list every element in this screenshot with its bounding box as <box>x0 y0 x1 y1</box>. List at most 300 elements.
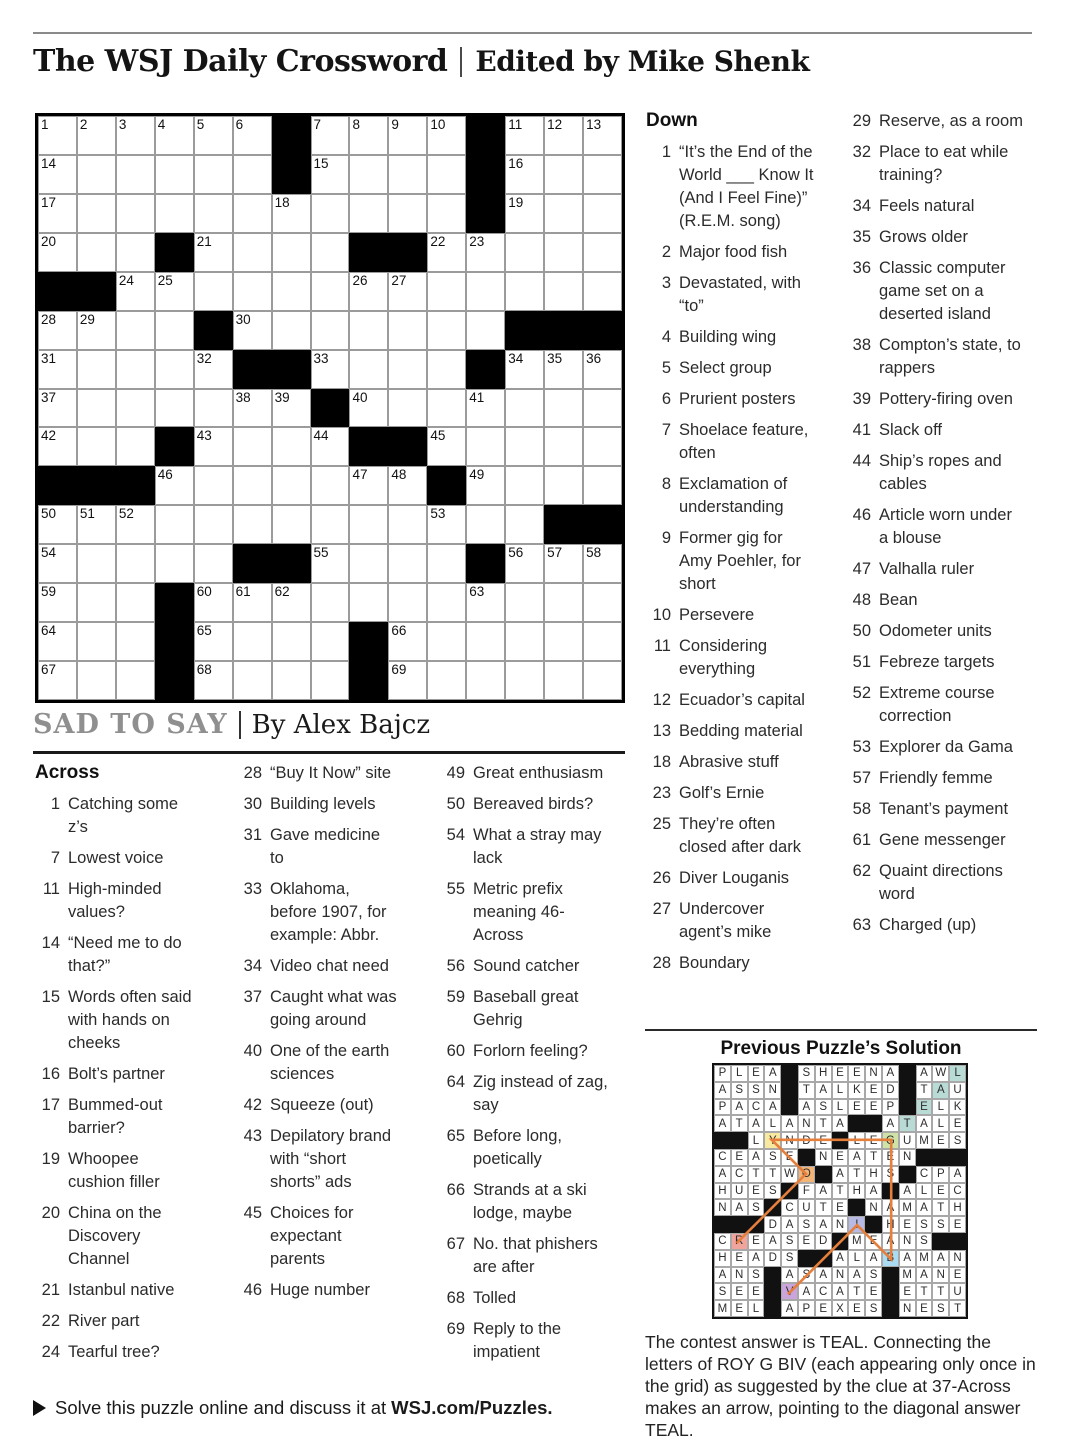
grid-cell[interactable] <box>388 466 427 505</box>
grid-cell[interactable] <box>116 427 155 466</box>
clue-number: 38 <box>852 336 871 354</box>
grid-cell[interactable] <box>155 194 194 233</box>
solution-letter-cell: A <box>916 1115 933 1132</box>
grid-cell[interactable] <box>194 583 233 622</box>
clue-across-34 <box>237 955 397 978</box>
clue-down-12 <box>646 689 814 712</box>
grid-cell[interactable] <box>427 272 466 311</box>
solution-letter-cell: T <box>764 1166 781 1183</box>
solution-letter-cell: S <box>731 1082 748 1099</box>
grid-cell[interactable] <box>311 427 350 466</box>
grid-cell[interactable] <box>311 466 350 505</box>
solution-letter-cell: E <box>748 1283 765 1300</box>
clue-number: 40 <box>243 1042 262 1060</box>
grid-cell[interactable] <box>77 622 116 661</box>
solution-letter-cell: A <box>714 1082 731 1099</box>
grid-cell[interactable] <box>194 233 233 272</box>
grid-cell[interactable] <box>388 155 427 194</box>
grid-cell[interactable] <box>155 272 194 311</box>
grid-cell[interactable] <box>427 544 466 583</box>
grid-cell[interactable] <box>77 544 116 583</box>
grid-cell[interactable] <box>272 194 311 233</box>
clue-text: Depilatory brand with “short shorts” ads <box>270 1127 392 1191</box>
grid-cell[interactable] <box>505 272 544 311</box>
grid-cell[interactable] <box>311 661 350 700</box>
grid-cell[interactable] <box>388 583 427 622</box>
clue-down-51 <box>846 651 1024 674</box>
cell-number: 61 <box>235 584 251 600</box>
grid-cell[interactable] <box>466 466 505 505</box>
cell-number: 23 <box>469 233 485 249</box>
grid-cell[interactable] <box>311 155 350 194</box>
grid-cell[interactable] <box>466 505 505 544</box>
grid-cell[interactable] <box>544 427 583 466</box>
grid-cell[interactable] <box>38 116 77 155</box>
solution-letter-cell: A <box>714 1267 731 1284</box>
grid-cell[interactable] <box>583 427 622 466</box>
grid-cell[interactable] <box>116 622 155 661</box>
grid-cell[interactable] <box>349 466 388 505</box>
clue-number: 23 <box>652 784 671 802</box>
grid-cell[interactable] <box>388 622 427 661</box>
solution-letter-cell: L <box>832 1082 849 1099</box>
grid-cell[interactable] <box>272 583 311 622</box>
clue-number: 36 <box>852 259 871 277</box>
grid-cell[interactable] <box>116 194 155 233</box>
grid-cell[interactable] <box>38 544 77 583</box>
cell-number: 68 <box>196 662 212 678</box>
clue-down-50 <box>846 620 1024 643</box>
solution-letter-cell: H <box>949 1199 966 1216</box>
clue-text: Reserve, as a room <box>879 112 1023 130</box>
clue-down-23 <box>646 782 814 805</box>
grid-cell[interactable] <box>466 311 505 350</box>
grid-cell[interactable] <box>388 389 427 428</box>
solution-letter-cell: D <box>764 1250 781 1267</box>
grid-cell[interactable] <box>311 583 350 622</box>
grid-cell[interactable] <box>505 544 544 583</box>
grid-cell[interactable] <box>38 311 77 350</box>
clue-across-11 <box>35 878 198 924</box>
grid-cell[interactable] <box>466 427 505 466</box>
grid-cell[interactable] <box>194 466 233 505</box>
grid-cell[interactable] <box>116 544 155 583</box>
solution-letter-cell: E <box>832 1065 849 1082</box>
grid-cell[interactable] <box>155 155 194 194</box>
grid-cell[interactable] <box>77 661 116 700</box>
clue-down-36 <box>846 257 1024 326</box>
grid-cell[interactable] <box>544 583 583 622</box>
grid-cell[interactable] <box>311 350 350 389</box>
grid-cell[interactable] <box>505 233 544 272</box>
grid-cell[interactable] <box>427 389 466 428</box>
grid-cell[interactable] <box>116 505 155 544</box>
grid-cell[interactable] <box>505 622 544 661</box>
grid-cell[interactable] <box>583 350 622 389</box>
clue-text: Sound catcher <box>473 957 580 975</box>
grid-cell[interactable] <box>466 622 505 661</box>
grid-cell[interactable] <box>155 389 194 428</box>
grid-cell[interactable] <box>544 194 583 233</box>
grid-cell[interactable] <box>272 505 311 544</box>
clue-number: 60 <box>446 1042 465 1060</box>
grid-cell[interactable] <box>233 233 272 272</box>
grid-black-cell <box>544 505 583 544</box>
grid-cell[interactable] <box>349 116 388 155</box>
grid-cell[interactable] <box>583 272 622 311</box>
grid-cell[interactable] <box>349 505 388 544</box>
solution-letter-cell: A <box>932 1250 949 1267</box>
solution-letter-cell: E <box>848 1300 865 1317</box>
grid-cell[interactable] <box>77 116 116 155</box>
grid-cell[interactable] <box>194 194 233 233</box>
grid-cell[interactable] <box>116 350 155 389</box>
grid-cell[interactable] <box>77 427 116 466</box>
grid-cell[interactable] <box>272 427 311 466</box>
grid-cell[interactable] <box>349 389 388 428</box>
clue-number: 14 <box>41 934 60 952</box>
grid-cell[interactable] <box>233 311 272 350</box>
grid-cell[interactable] <box>505 505 544 544</box>
grid-cell[interactable] <box>233 661 272 700</box>
grid-cell[interactable] <box>349 272 388 311</box>
clue-text: “It’s the End of the World ___ Know It (And I Feel Fine)” (R.E.M. song) <box>679 143 814 230</box>
grid-cell[interactable] <box>155 350 194 389</box>
clue-down-46 <box>846 504 1024 550</box>
clue-across-17 <box>35 1094 198 1140</box>
grid-cell[interactable] <box>544 622 583 661</box>
grid-cell[interactable] <box>116 583 155 622</box>
solution-black-cell <box>899 1082 916 1099</box>
grid-cell[interactable] <box>38 350 77 389</box>
grid-cell[interactable] <box>583 583 622 622</box>
footer-link[interactable]: WSJ.com/Puzzles. <box>391 1397 553 1418</box>
grid-cell[interactable] <box>544 350 583 389</box>
solution-letter-cell: M <box>899 1267 916 1284</box>
grid-cell[interactable] <box>77 583 116 622</box>
solution-letter-cell: T <box>932 1283 949 1300</box>
grid-cell[interactable] <box>77 389 116 428</box>
grid-cell[interactable] <box>194 389 233 428</box>
grid-cell[interactable] <box>583 116 622 155</box>
solution-letter-cell: A <box>865 1183 882 1200</box>
grid-cell[interactable] <box>544 116 583 155</box>
grid-cell[interactable] <box>388 661 427 700</box>
grid-cell[interactable] <box>466 233 505 272</box>
solution-letter-cell: S <box>815 1099 832 1116</box>
grid-cell[interactable] <box>38 427 77 466</box>
solution-letter-cell: H <box>714 1183 731 1200</box>
grid-cell[interactable] <box>194 661 233 700</box>
grid-cell[interactable] <box>194 427 233 466</box>
grid-cell[interactable] <box>233 155 272 194</box>
grid-cell[interactable] <box>544 466 583 505</box>
cell-number: 51 <box>79 506 95 522</box>
clue-text: Building levels <box>270 795 376 813</box>
cell-number: 42 <box>41 428 57 444</box>
grid-cell[interactable] <box>272 466 311 505</box>
grid-cell[interactable] <box>427 661 466 700</box>
grid-cell[interactable] <box>388 544 427 583</box>
grid-cell[interactable] <box>233 622 272 661</box>
solution-letter-cell: A <box>781 1300 798 1317</box>
solution-letter-cell: H <box>865 1166 882 1183</box>
grid-cell[interactable] <box>505 389 544 428</box>
grid-cell[interactable] <box>427 427 466 466</box>
grid-cell[interactable] <box>38 233 77 272</box>
solution-letter-cell: L <box>916 1183 933 1200</box>
grid-cell[interactable] <box>427 622 466 661</box>
solution-letter-cell: S <box>748 1199 765 1216</box>
grid-cell[interactable] <box>311 233 350 272</box>
grid-cell[interactable] <box>505 427 544 466</box>
grid-cell[interactable] <box>155 116 194 155</box>
grid-cell[interactable] <box>505 661 544 700</box>
grid-cell[interactable] <box>311 544 350 583</box>
clue-text: Baseball great Gehrig <box>473 988 579 1029</box>
grid-cell[interactable] <box>349 155 388 194</box>
cell-number: 35 <box>547 350 563 366</box>
footer <box>33 1397 553 1419</box>
grid-cell[interactable] <box>38 583 77 622</box>
grid-cell[interactable] <box>466 272 505 311</box>
grid-cell[interactable] <box>155 311 194 350</box>
grid-cell[interactable] <box>427 194 466 233</box>
grid-cell[interactable] <box>272 233 311 272</box>
grid-cell[interactable] <box>116 311 155 350</box>
clue-number: 50 <box>852 622 871 640</box>
grid-cell[interactable] <box>388 505 427 544</box>
solution-black-cell <box>815 1250 832 1267</box>
grid-cell[interactable] <box>388 194 427 233</box>
cell-number: 52 <box>118 506 134 522</box>
grid-cell[interactable] <box>466 583 505 622</box>
grid-cell[interactable] <box>155 544 194 583</box>
grid-cell[interactable] <box>427 311 466 350</box>
previous-solution-title: Previous Puzzle’s Solution <box>720 1038 962 1059</box>
grid-cell[interactable] <box>544 544 583 583</box>
solution-letter-cell: A <box>832 1283 849 1300</box>
grid-cell[interactable] <box>311 311 350 350</box>
clue-down-38 <box>846 334 1024 380</box>
grid-cell[interactable] <box>388 116 427 155</box>
grid-cell[interactable] <box>272 661 311 700</box>
grid-black-cell <box>505 311 544 350</box>
grid-black-cell <box>38 272 77 311</box>
solution-letter-cell: S <box>764 1183 781 1200</box>
solution-letter-cell: A <box>916 1267 933 1284</box>
grid-cell[interactable] <box>349 311 388 350</box>
grid-cell[interactable] <box>311 505 350 544</box>
clue-number: 37 <box>243 988 262 1006</box>
grid-cell[interactable] <box>38 194 77 233</box>
clue-down-57 <box>846 767 1024 790</box>
across-header: Across <box>35 762 100 783</box>
grid-cell[interactable] <box>116 233 155 272</box>
grid-cell[interactable] <box>38 389 77 428</box>
cell-number: 50 <box>41 506 57 522</box>
grid-cell[interactable] <box>194 116 233 155</box>
grid-cell[interactable] <box>583 389 622 428</box>
grid-cell[interactable] <box>388 311 427 350</box>
solution-black-cell <box>764 1283 781 1300</box>
grid-cell[interactable] <box>38 505 77 544</box>
grid-cell[interactable] <box>38 661 77 700</box>
grid-cell[interactable] <box>116 389 155 428</box>
grid-cell[interactable] <box>349 544 388 583</box>
grid-cell[interactable] <box>38 622 77 661</box>
grid-cell[interactable] <box>233 116 272 155</box>
clue-number: 53 <box>852 738 871 756</box>
grid-cell[interactable] <box>116 116 155 155</box>
clue-number: 16 <box>41 1065 60 1083</box>
grid-cell[interactable] <box>116 155 155 194</box>
clue-number: 32 <box>852 143 871 161</box>
grid-cell[interactable] <box>388 272 427 311</box>
grid-cell[interactable] <box>233 466 272 505</box>
clue-number: 35 <box>852 228 871 246</box>
grid-cell[interactable] <box>77 194 116 233</box>
grid-cell[interactable] <box>349 194 388 233</box>
grid-cell[interactable] <box>349 583 388 622</box>
grid-cell[interactable] <box>233 427 272 466</box>
page-title-main: The WSJ Daily Crossword <box>33 44 448 79</box>
grid-cell[interactable] <box>544 661 583 700</box>
grid-cell[interactable] <box>233 194 272 233</box>
solution-letter-cell: A <box>714 1166 731 1183</box>
solution-letter-cell: E <box>848 1099 865 1116</box>
clue-text: Huge number <box>270 1281 370 1299</box>
solution-black-cell <box>781 1065 798 1082</box>
cell-number: 45 <box>430 428 446 444</box>
solution-black-cell <box>899 1166 916 1183</box>
solution-letter-cell: A <box>731 1099 748 1116</box>
grid-cell[interactable] <box>505 350 544 389</box>
grid-cell[interactable] <box>583 544 622 583</box>
grid-cell[interactable] <box>583 194 622 233</box>
solution-black-cell <box>899 1099 916 1116</box>
solution-letter-cell: K <box>848 1082 865 1099</box>
grid-cell[interactable] <box>388 350 427 389</box>
grid-cell[interactable] <box>349 350 388 389</box>
solution-letter-cell: S <box>781 1233 798 1250</box>
grid-cell[interactable] <box>583 233 622 272</box>
grid-cell[interactable] <box>155 466 194 505</box>
grid-cell[interactable] <box>427 116 466 155</box>
grid-cell[interactable] <box>427 583 466 622</box>
grid-cell[interactable] <box>583 155 622 194</box>
grid-cell[interactable] <box>272 311 311 350</box>
grid-cell[interactable] <box>233 505 272 544</box>
grid-cell[interactable] <box>194 505 233 544</box>
grid-cell[interactable] <box>77 505 116 544</box>
crossword-grid[interactable] <box>35 113 625 703</box>
grid-cell[interactable] <box>77 350 116 389</box>
grid-cell[interactable] <box>544 155 583 194</box>
cell-number: 49 <box>469 467 485 483</box>
grid-cell[interactable] <box>272 389 311 428</box>
grid-cell[interactable] <box>311 116 350 155</box>
clue-text: Valhalla ruler <box>879 560 975 578</box>
solution-letter-cell: C <box>731 1166 748 1183</box>
clue-down-5 <box>646 357 814 380</box>
grid-cell[interactable] <box>505 583 544 622</box>
cell-number: 3 <box>118 117 127 132</box>
solution-letter-cell: M <box>848 1233 865 1250</box>
grid-cell[interactable] <box>233 389 272 428</box>
grid-cell[interactable] <box>194 272 233 311</box>
grid-cell[interactable] <box>505 116 544 155</box>
grid-cell[interactable] <box>583 466 622 505</box>
solution-letter-cell: S <box>714 1283 731 1300</box>
grid-cell[interactable] <box>194 622 233 661</box>
grid-cell[interactable] <box>77 311 116 350</box>
grid-cell[interactable] <box>427 155 466 194</box>
cell-number: 47 <box>352 467 368 483</box>
grid-cell[interactable] <box>583 661 622 700</box>
grid-cell[interactable] <box>194 544 233 583</box>
cell-number: 59 <box>41 584 57 600</box>
clue-across-42 <box>237 1094 397 1117</box>
grid-cell[interactable] <box>583 622 622 661</box>
clue-across-24 <box>35 1341 198 1364</box>
grid-cell[interactable] <box>505 466 544 505</box>
grid-cell[interactable] <box>272 622 311 661</box>
grid-cell[interactable] <box>155 505 194 544</box>
grid-cell[interactable] <box>116 661 155 700</box>
grid-cell[interactable] <box>427 350 466 389</box>
previous-solution-grid-wrap <box>712 1063 968 1319</box>
clue-text: Great enthusiasm <box>473 764 604 782</box>
grid-cell[interactable] <box>194 350 233 389</box>
grid-cell[interactable] <box>272 272 311 311</box>
clue-across-14 <box>35 932 198 978</box>
solution-letter-cell: A <box>949 1166 966 1183</box>
grid-cell[interactable] <box>77 155 116 194</box>
clue-down-44 <box>846 450 1024 496</box>
clue-down-7 <box>646 419 814 465</box>
grid-cell[interactable] <box>116 272 155 311</box>
grid-cell[interactable] <box>77 233 116 272</box>
clue-number: 67 <box>446 1235 465 1253</box>
grid-cell[interactable] <box>194 155 233 194</box>
grid-cell[interactable] <box>427 505 466 544</box>
solution-letter-cell: A <box>764 1233 781 1250</box>
solution-letter-cell: A <box>832 1166 849 1183</box>
clue-across-28 <box>237 762 397 785</box>
solution-letter-cell: S <box>781 1250 798 1267</box>
grid-cell[interactable] <box>233 583 272 622</box>
grid-cell[interactable] <box>505 155 544 194</box>
grid-black-cell <box>466 116 505 155</box>
grid-black-cell <box>38 466 77 505</box>
grid-cell[interactable] <box>311 272 350 311</box>
grid-cell[interactable] <box>233 272 272 311</box>
grid-cell[interactable] <box>544 272 583 311</box>
grid-cell[interactable] <box>311 194 350 233</box>
clue-number: 17 <box>41 1096 60 1114</box>
clue-number: 18 <box>652 753 671 771</box>
grid-cell[interactable] <box>544 389 583 428</box>
grid-cell[interactable] <box>505 194 544 233</box>
grid-cell[interactable] <box>466 661 505 700</box>
grid-cell[interactable] <box>311 622 350 661</box>
grid-cell[interactable] <box>466 389 505 428</box>
grid-cell[interactable] <box>427 233 466 272</box>
solution-letter-cell: N <box>899 1300 916 1317</box>
grid-cell[interactable] <box>544 233 583 272</box>
grid-cell[interactable] <box>38 155 77 194</box>
